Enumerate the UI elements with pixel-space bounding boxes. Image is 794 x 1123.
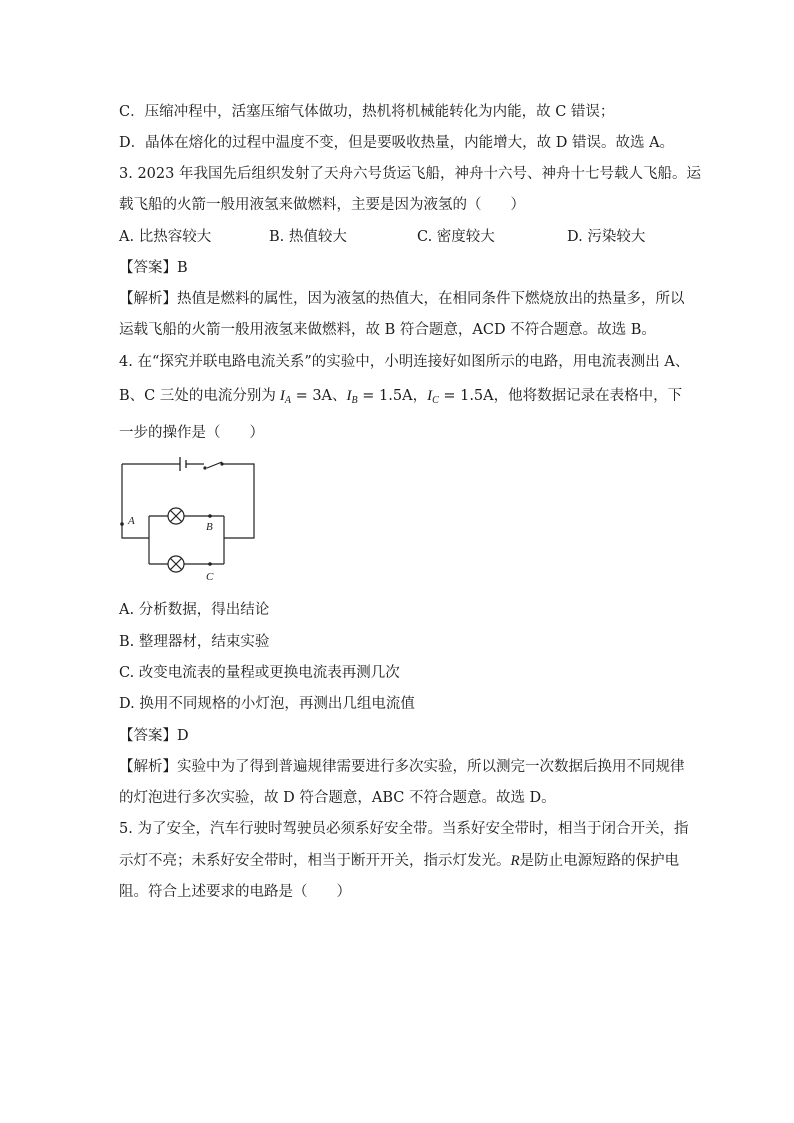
q3-option-a: A. 比热容较大 <box>119 229 212 245</box>
q3-option-c: C. 密度较大 <box>417 229 495 245</box>
q4-option-b: B. 整理器材，结束实验 <box>119 634 270 650</box>
q4-option-a: A. 分析数据，得出结论 <box>119 602 270 618</box>
q5-stem-line1: 5. 为了安全，汽车行驶时驾驶员必须系好安全带。当系好安全带时，相当于闭合开关，指 <box>119 821 689 837</box>
battery-icon <box>180 457 186 471</box>
q4-answer: 【答案】D <box>119 728 189 744</box>
q3-options <box>119 227 645 247</box>
q4-stem-line1: 4. 在“探究并联电路电流关系”的实验中，小明连接好如图所示的电路，用电流表测出 A、 <box>119 354 690 370</box>
q3-option-b: B. 热值较大 <box>269 229 347 245</box>
current-c-value: = 1.5A <box>443 388 494 404</box>
current-b-value: = 1.5A <box>362 388 413 404</box>
q4-analysis-line2: 的灯泡进行多次实验，故 D 符合题意，ABC 不符合题意。故选 D。 <box>119 790 556 806</box>
q5-stem-line3: 阻。符合上述要求的电路是（ ） <box>119 884 351 900</box>
q3-stem-line2: 载飞船的火箭一般用液氢来做燃料，主要是因为液氢的（ ） <box>119 197 525 213</box>
label-c: C <box>206 571 214 583</box>
q3-option-d: D. 污染较大 <box>567 229 646 245</box>
q3-analysis-line1: 【解析】热值是燃料的属性，因为液氢的热值大，在相同条件下燃烧放出的热量多，所以 <box>119 291 685 307</box>
q4-option-d: D. 换用不同规格的小灯泡，再测出几组电流值 <box>119 696 415 712</box>
label-b: B <box>206 521 213 533</box>
q4-stem-line2: B、C 三处的电流分别为 $I_A = 3A$、$I_B = 1.5A$，$I_C = 1.5A$，他将数据记录在表格中，下 <box>119 388 683 406</box>
point-a-dot <box>120 522 124 526</box>
bulb-upper-icon <box>168 508 184 524</box>
bulb-lower-icon <box>168 556 184 572</box>
q4-analysis-line1: 【解析】实验中为了得到普遍规律需要进行多次实验，所以测完一次数据后换用不同规律 <box>119 759 685 775</box>
q5-stem-line2: 示灯不亮；未系好安全带时，相当于断开开关，指示灯发光。R是防止电源短路的保护电 <box>119 853 680 869</box>
label-a: A <box>128 515 135 527</box>
q4-stem-line3: 一步的操作是（ ） <box>119 425 264 441</box>
q3-analysis-line2: 运载飞船的火箭一般用液氢来做燃料，故 B 符合题意，ACD 不符合题意。故选 B。 <box>119 322 656 338</box>
current-a-value: = 3A <box>295 388 333 404</box>
q2-option-c: C．压缩冲程中，活塞压缩气体做功，热机将机械能转化为内能，故 C 错误； <box>119 104 615 120</box>
q2-option-d: D．晶体在熔化的过程中温度不变，但是要吸收热量，内能增大，故 D 错误。故选 A。 <box>119 135 675 151</box>
q3-stem-line1: 3. 2023 年我国先后组织发射了天舟六号货运飞船，神舟十六号、神舟十七号载人飞船。运 <box>119 166 701 182</box>
q4-option-c: C. 改变电流表的量程或更换电流表再测几次 <box>119 665 400 681</box>
q3-answer: 【答案】B <box>119 260 188 276</box>
point-b-dot <box>208 514 212 518</box>
point-c-dot <box>208 562 212 566</box>
parallel-circuit-diagram <box>116 454 260 586</box>
